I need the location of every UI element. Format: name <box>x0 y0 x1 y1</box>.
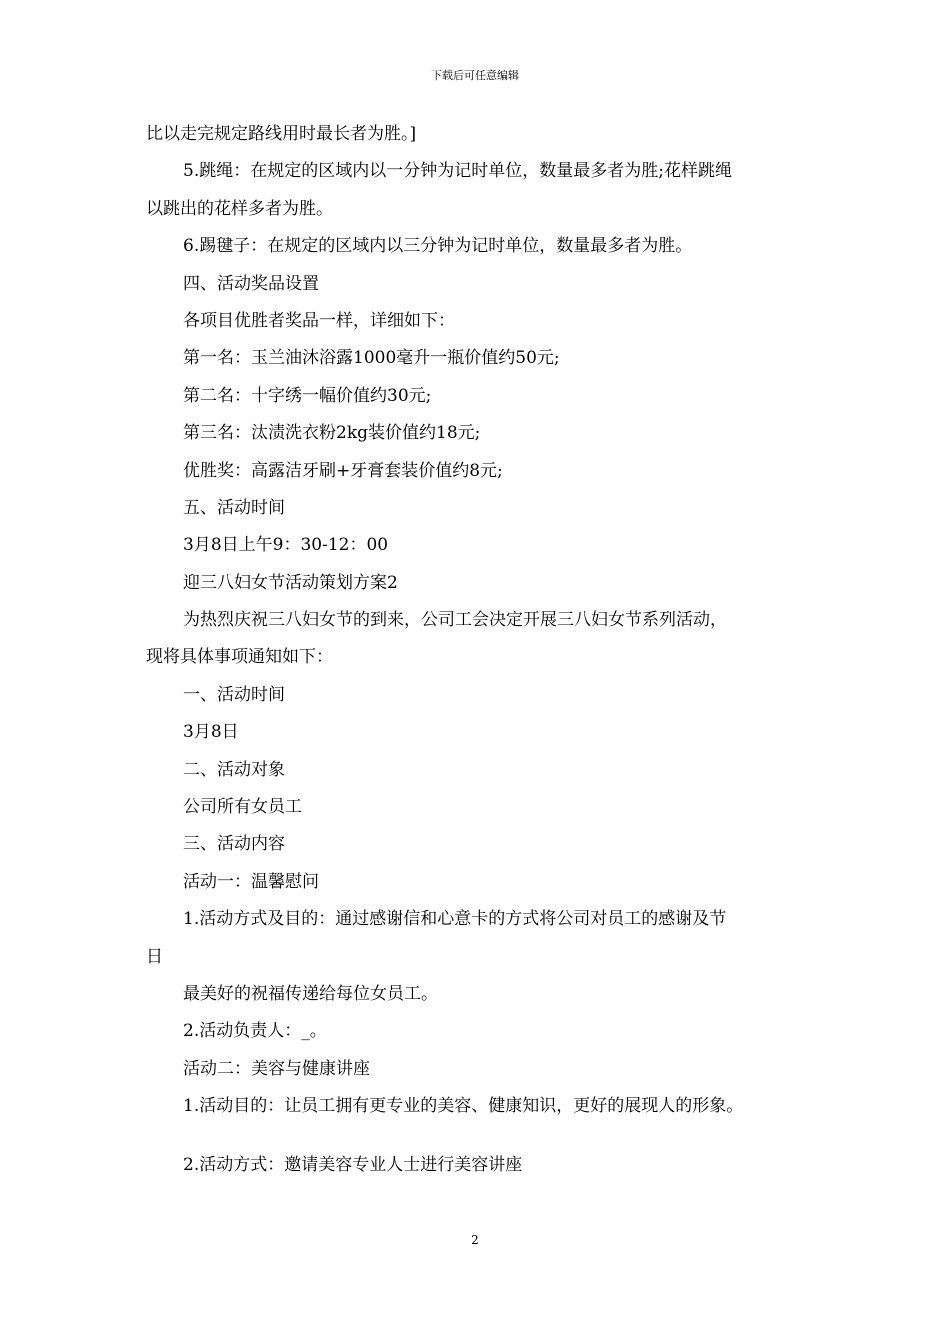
page-number: 2 <box>471 1233 479 1247</box>
section-heading: 五、活动时间 <box>183 497 285 518</box>
paragraph-line: 3月8日 <box>183 722 239 743</box>
paragraph-line: 2.活动方式：邀请美容专业人士进行美容讲座 <box>183 1155 523 1176</box>
paragraph-line: 为热烈庆祝三八妇女节的到来，公司工会决定开展三八妇女节系列活动， <box>183 610 727 631</box>
paragraph-line: 最美好的祝福传递给每位女员工。 <box>183 983 438 1004</box>
prize-item: 优胜奖：高露洁牙刷+牙膏套装价值约8元; <box>183 460 503 481</box>
paragraph-line: 5.跳绳：在规定的区域内以一分钟为记时单位，数量最多者为胜;花样跳绳 <box>183 161 732 182</box>
paragraph-line: 1.活动方式及目的：通过感谢信和心意卡的方式将公司对员工的感谢及节 <box>183 909 727 930</box>
activity-heading: 活动一：温馨慰问 <box>183 871 319 892</box>
paragraph-line: 3月8日上午9：30-12：00 <box>183 535 389 556</box>
section-heading: 一、活动时间 <box>183 684 285 705</box>
paragraph-line: 1.活动目的：让员工拥有更专业的美容、健康知识，更好的展现人的形象。 <box>183 1096 744 1117</box>
document-subtitle: 迎三八妇女节活动策划方案2 <box>183 572 398 593</box>
activity-heading: 活动二：美容与健康讲座 <box>183 1058 370 1079</box>
paragraph-line: 现将具体事项通知如下： <box>146 647 333 668</box>
paragraph-line: 比以走完规定路线用时最长者为胜。] <box>146 124 417 144</box>
section-heading: 三、活动内容 <box>183 834 285 855</box>
prize-item: 第二名：十字绣一幅价值约30元; <box>183 385 432 406</box>
paragraph-line: 6.踢毽子：在规定的区域内以三分钟为记时单位，数量最多者为胜。 <box>183 236 693 257</box>
section-heading: 二、活动对象 <box>183 759 285 780</box>
page-header: 下载后可任意编辑 <box>431 69 519 82</box>
section-heading: 四、活动奖品设置 <box>183 273 319 294</box>
paragraph-line: 各项目优胜者奖品一样，详细如下： <box>183 310 455 331</box>
prize-item: 第一名：玉兰油沐浴露1000毫升一瓶价值约50元; <box>183 348 560 369</box>
prize-item: 第三名：汰渍洗衣粉2kg装价值约18元; <box>183 423 481 444</box>
paragraph-line: 2.活动负责人：_。 <box>183 1021 327 1042</box>
document-body <box>146 123 826 1192</box>
paragraph-line: 公司所有女员工 <box>183 797 302 818</box>
paragraph-line: 以跳出的花样多者为胜。 <box>146 198 333 219</box>
paragraph-line: 日 <box>146 946 163 967</box>
